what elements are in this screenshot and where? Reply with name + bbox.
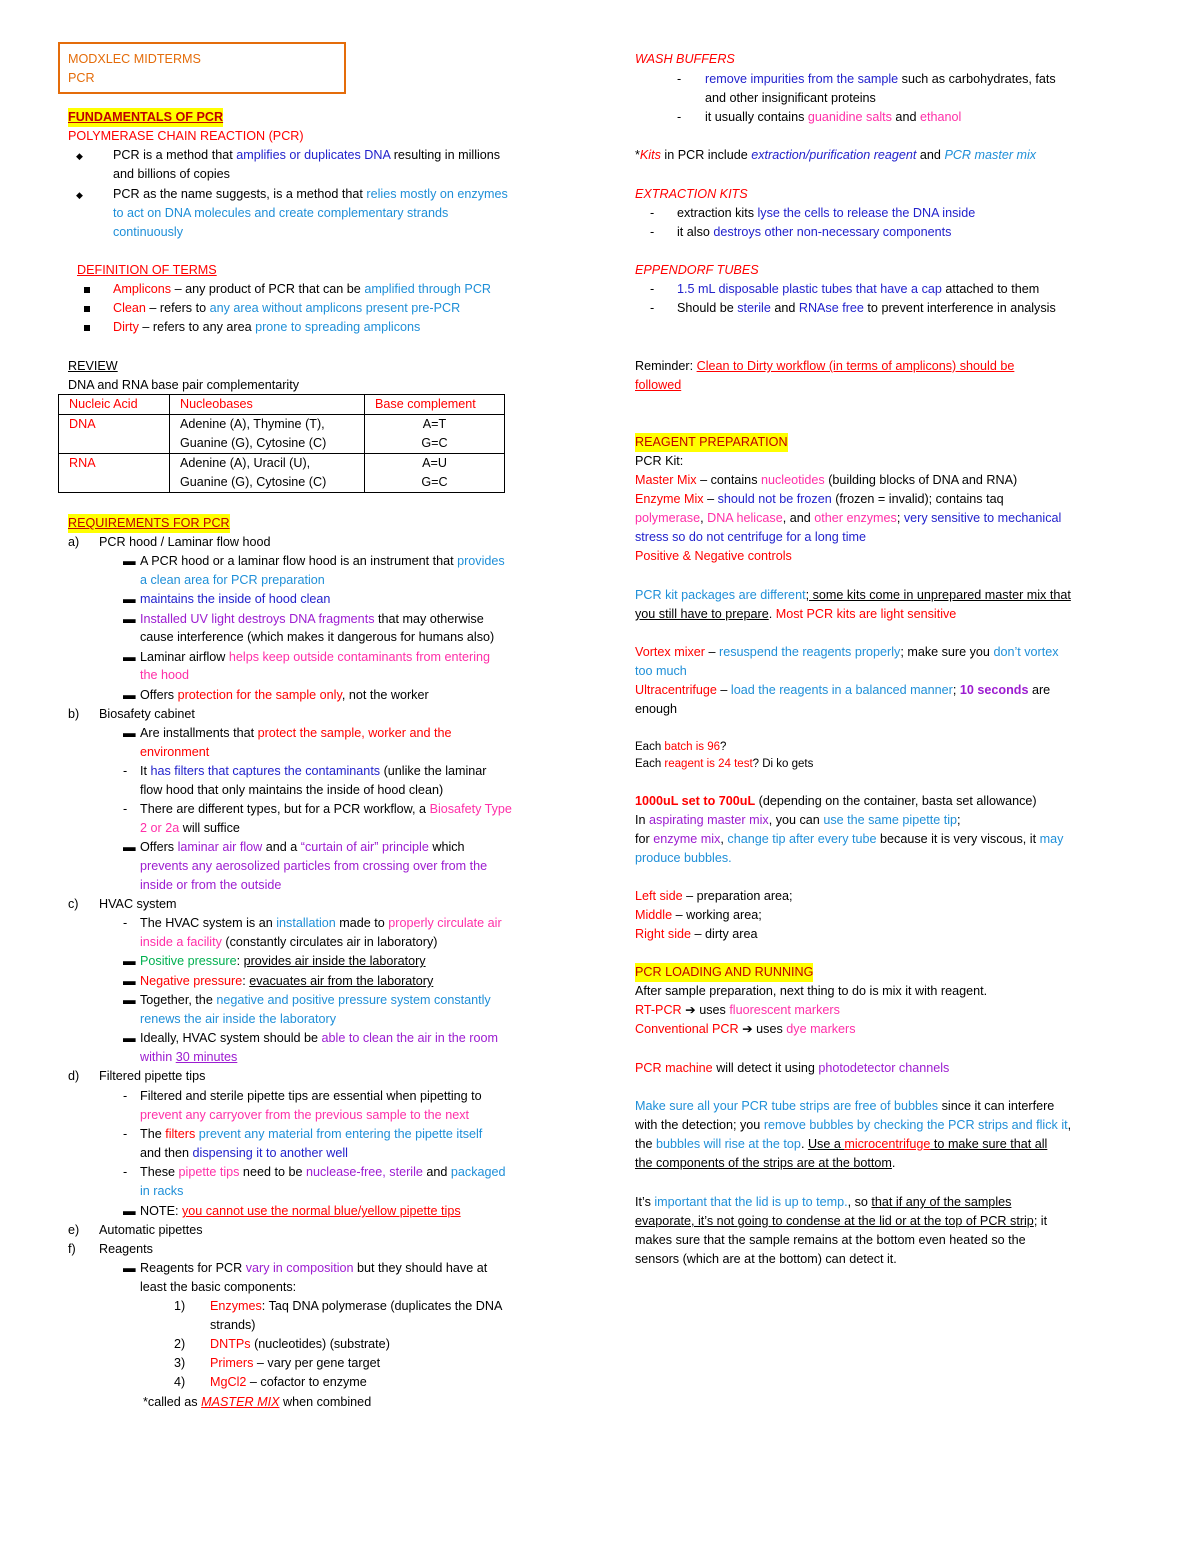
req-c-line: Positive pressure: provides air inside the laboratory <box>140 954 426 968</box>
req-d-line: Filtered and sterile pipette tips are essential when pipetting to <box>140 1089 482 1103</box>
loading-line: PCR machine will detect it using photodetector channels <box>635 1061 950 1075</box>
req-b-line: There are different types, but for a PCR workflow, a Biosafety Type <box>140 802 512 816</box>
req-d-line: prevent any carryover from the previous sample to the next <box>140 1108 469 1122</box>
reagent-line: produce bubbles. <box>635 851 732 865</box>
reagent-line: enough <box>635 702 678 716</box>
table-header: Nucleobases <box>170 395 365 415</box>
reagent-line: Ultracentrifuge – load the reagents in a balanced manner; 10 seconds are <box>635 683 1051 697</box>
req-e-title: Automatic pipettes <box>99 1223 203 1237</box>
reagent-line: Vortex mixer – resuspend the reagents properly; make sure you don’t vortex <box>635 645 1059 659</box>
eppendorf-line: Should be sterile and RNAse free to prevent interference in analysis <box>677 301 1056 315</box>
course-title: MODXLEC MIDTERMS <box>68 52 201 66</box>
dash-bullet: ▬ <box>123 726 136 740</box>
dash-bullet: ▬ <box>123 688 136 702</box>
reagent-line: Each reagent is 24 test? Di ko gets <box>635 758 814 770</box>
loading-line: Make sure all your PCR tube strips are free of bubbles since it can interfere <box>635 1099 1055 1113</box>
loading-line: evaporate, it’s not going to condense at the lid or at the top of PCR strip; it <box>635 1214 1048 1228</box>
terms-heading: DEFINITION OF TERMS <box>77 263 217 277</box>
loading-line: the bubbles will rise at the top. Use a microcentrifuge to make sure that all <box>635 1137 1048 1151</box>
req-c-line: Together, the negative and positive pressure system constantly <box>140 993 491 1007</box>
req-f-line: least the basic components: <box>140 1280 297 1294</box>
table-cell: A=U G=C <box>365 454 505 493</box>
square-bullet-icon <box>84 306 90 312</box>
req-c-line: inside a facility (constantly circulates air in laboratory) <box>140 935 438 949</box>
req-a-line: Laminar airflow helps keep outside contaminants from entering <box>140 650 491 664</box>
req-c-line: Negative pressure: evacuates air from the laboratory <box>140 974 434 988</box>
table-cell-rna: RNA <box>59 454 170 493</box>
table-header-row <box>59 395 505 415</box>
bullet-list-item <box>84 318 104 337</box>
reagent-line: Positive & Negative controls <box>635 549 792 563</box>
table-cell-dna: DNA <box>59 415 170 454</box>
dash-bullet: ▬ <box>123 554 136 568</box>
req-b-line: environment <box>140 745 210 759</box>
dash-bullet: - <box>650 206 655 220</box>
req-b-line: inside or from the outside <box>140 878 282 892</box>
loading-line: After sample preparation, next thing to do is mix it with reagent. <box>635 984 988 998</box>
fundamentals-bullet-2-end: continuously <box>113 225 184 239</box>
list-marker: c) <box>68 897 79 911</box>
dash-bullet: - <box>123 764 128 778</box>
req-f-title: Reagents <box>99 1242 153 1256</box>
term-clean: Clean – refers to any area without amplicons present pre-PCR <box>113 301 461 315</box>
req-a-line: maintains the inside of hood clean <box>140 592 331 606</box>
req-c-line: within 30 minutes <box>140 1050 238 1064</box>
reagent-line: 1000uL set to 700uL (depending on the container, basta set allowance) <box>635 794 1037 808</box>
table-header: Nucleic Acid <box>59 395 170 415</box>
list-marker: f) <box>68 1242 76 1256</box>
dash-bullet: - <box>677 110 682 124</box>
dash-bullet: ▬ <box>123 1261 136 1275</box>
master-mix-note: *called as MASTER MIX when combined <box>143 1395 372 1409</box>
reagent-line: too much <box>635 664 687 678</box>
term-dirty: Dirty – refers to any area prone to spreading amplicons <box>113 320 421 334</box>
kits-note: *Kits in PCR include extraction/purification reagent and PCR master mix <box>635 148 1037 162</box>
req-d-line: in racks <box>140 1184 184 1198</box>
wash-heading: WASH BUFFERS <box>635 52 735 66</box>
table-cell: A=T G=C <box>365 415 505 454</box>
fundamentals-bullet-1: PCR is a method that amplifies or duplicates DNA resulting in millions <box>113 148 501 162</box>
req-a-line: Offers protection for the sample only, not the worker <box>140 688 429 702</box>
reagent-line: PCR Kit: <box>635 454 684 468</box>
wash-line: remove impurities from the sample such as carbohydrates, fats <box>705 72 1056 86</box>
dash-bullet: ▬ <box>123 650 136 664</box>
dash-bullet: - <box>123 1165 128 1179</box>
extraction-line: extraction kits lyse the cells to release the DNA inside <box>677 206 976 220</box>
reagent-line: Master Mix – contains nucleotides (building blocks of DNA and RNA) <box>635 473 1018 487</box>
dash-bullet: - <box>677 72 682 86</box>
dash-bullet: ▬ <box>123 974 136 988</box>
req-a-line: cause interference (which makes it dangerous for humans also) <box>140 630 495 644</box>
reagent-line: In aspirating master mix, you can use the same pipette tip; <box>635 813 961 827</box>
list-marker: b) <box>68 707 80 721</box>
reagent-item: MgCl2 – cofactor to enzyme <box>210 1375 367 1389</box>
req-b-line: Are installments that protect the sample, worker and the <box>140 726 452 740</box>
reagent-item: Enzymes: Taq DNA polymerase (duplicates the DNA <box>210 1299 503 1313</box>
wash-line: it usually contains guanidine salts and ethanol <box>705 110 962 124</box>
table-cell: Adenine (A), Uracil (U), Guanine (G), Cytosine (C) <box>170 454 365 493</box>
req-a-line: the hood <box>140 668 190 682</box>
list-marker: 3) <box>174 1356 186 1370</box>
reagent-item: DNTPs (nucleotides) (substrate) <box>210 1337 390 1351</box>
list-marker: 2) <box>174 1337 186 1351</box>
extraction-line: it also destroys other non-necessary components <box>677 225 952 239</box>
bullet-list-item <box>76 146 97 166</box>
req-d-title: Filtered pipette tips <box>99 1069 206 1083</box>
req-c-title: HVAC system <box>99 897 177 911</box>
base-pair-table <box>58 394 505 493</box>
req-b-line: 2 or 2a will suffice <box>140 821 240 835</box>
diamond-bullet-icon: ◆ <box>76 190 83 200</box>
review-heading: REVIEW <box>68 359 118 373</box>
fundamentals-bullet-2-cont: to act on DNA molecules and create complementary strands <box>113 206 449 220</box>
reagent-item: strands) <box>210 1318 256 1332</box>
term-amplicons: Amplicons – any product of PCR that can be amplified through PCR <box>113 282 492 296</box>
dash-bullet: - <box>650 282 655 296</box>
dash-bullet: - <box>123 1127 128 1141</box>
table-header: Base complement <box>365 395 505 415</box>
req-a-line: a clean area for PCR preparation <box>140 573 325 587</box>
list-marker: e) <box>68 1223 80 1237</box>
req-f-line: Reagents for PCR vary in composition but they should have at <box>140 1261 488 1275</box>
req-b-title: Biosafety cabinet <box>99 707 195 721</box>
req-d-line: NOTE: you cannot use the normal blue/yellow pipette tips <box>140 1204 461 1218</box>
loading-line: RT-PCR ➔ uses fluorescent markers <box>635 1003 840 1017</box>
dash-bullet: ▬ <box>123 840 136 854</box>
reagent-line: PCR kit packages are different; some kits come in unprepared master mix that <box>635 588 1071 602</box>
square-bullet-icon <box>84 325 90 331</box>
requirements-heading: REQUIREMENTS FOR PCR <box>68 514 230 533</box>
reagent-item: Primers – vary per gene target <box>210 1356 381 1370</box>
list-marker: a) <box>68 535 80 549</box>
reagent-line: Right side – dirty area <box>635 927 758 941</box>
req-d-line: The filters prevent any material from entering the pipette itself <box>140 1127 483 1141</box>
fundamentals-heading: FUNDAMENTALS OF PCR <box>68 108 223 127</box>
review-caption: DNA and RNA base pair complementarity <box>68 378 299 392</box>
pcr-subheading: POLYMERASE CHAIN REACTION (PCR) <box>68 129 304 143</box>
list-marker: 1) <box>174 1299 186 1313</box>
dash-bullet: ▬ <box>123 1204 136 1218</box>
table-row <box>59 454 505 493</box>
loading-heading: PCR LOADING AND RUNNING <box>635 963 813 982</box>
req-a-line: A PCR hood or a laminar flow hood is an instrument that provides <box>140 554 505 568</box>
table-cell: Adenine (A), Thymine (T), Guanine (G), Cytosine (C) <box>170 415 365 454</box>
topic-title: PCR <box>68 71 95 85</box>
req-a-title: PCR hood / Laminar flow hood <box>99 535 271 549</box>
req-b-line: It has filters that captures the contaminants (unlike the laminar <box>140 764 487 778</box>
dash-bullet: ▬ <box>123 612 136 626</box>
reagent-line: Each batch is 96? <box>635 741 727 753</box>
table-row <box>59 415 505 454</box>
bullet-list-item <box>76 185 97 205</box>
dash-bullet: - <box>123 1089 128 1103</box>
req-d-line: These pipette tips need to be nuclease-free, sterile and packaged <box>140 1165 506 1179</box>
dash-bullet: - <box>650 301 655 315</box>
req-d-line: and then dispensing it to another well <box>140 1146 348 1160</box>
reagent-line: for enzyme mix, change tip after every tube because it is very viscous, it may <box>635 832 1064 846</box>
dash-bullet: - <box>650 225 655 239</box>
reagent-heading: REAGENT PREPARATION <box>635 433 788 452</box>
reminder-line: followed <box>635 378 682 392</box>
dash-bullet: ▬ <box>123 993 136 1007</box>
reagent-line: polymerase, DNA helicase, and other enzymes; very sensitive to mechanical <box>635 511 1062 525</box>
req-c-line: Ideally, HVAC system should be able to clean the air in the room <box>140 1031 498 1045</box>
loading-line: the components of the strips are at the bottom. <box>635 1156 896 1170</box>
list-marker: 4) <box>174 1375 186 1389</box>
req-b-line: flow hood that only maintains the inside of hood clean) <box>140 783 444 797</box>
req-c-line: renews the air inside the laboratory <box>140 1012 337 1026</box>
reagent-line: stress so do not centrifuge for a long time <box>635 530 867 544</box>
list-marker: d) <box>68 1069 80 1083</box>
loading-line: It’s important that the lid is up to temp., so that if any of the samples <box>635 1195 1012 1209</box>
loading-line: with the detection; you remove bubbles by checking the PCR strips and flick it, <box>635 1118 1072 1132</box>
reagent-line: you still have to prepare. Most PCR kits are light sensitive <box>635 607 957 621</box>
fundamentals-bullet-2: PCR as the name suggests, is a method that relies mostly on enzymes <box>113 187 508 201</box>
dash-bullet: ▬ <box>123 954 136 968</box>
reminder-line: Reminder: Clean to Dirty workflow (in terms of amplicons) should be <box>635 359 1015 373</box>
req-b-line: prevents any aerosolized particles from crossing over from the <box>140 859 488 873</box>
dash-bullet: ▬ <box>123 1031 136 1045</box>
eppendorf-heading: EPPENDORF TUBES <box>635 263 759 277</box>
req-c-line: The HVAC system is an installation made to properly circulate air <box>140 916 502 930</box>
reagent-line: Left side – preparation area; <box>635 889 793 903</box>
wash-line: and other insignificant proteins <box>705 91 876 105</box>
dash-bullet: - <box>123 802 128 816</box>
dash-bullet: ▬ <box>123 592 136 606</box>
extraction-heading: EXTRACTION KITS <box>635 187 748 201</box>
diamond-bullet-icon: ◆ <box>76 151 83 161</box>
req-b-line: Offers laminar air flow and a “curtain of air” principle which <box>140 840 465 854</box>
bullet-list-item <box>84 280 104 299</box>
bullet-list-item <box>84 299 104 318</box>
loading-line: sensors (which are at the bottom) can detect it. <box>635 1252 897 1266</box>
dash-bullet: - <box>123 916 128 930</box>
loading-line: Conventional PCR ➔ uses dye markers <box>635 1022 856 1036</box>
eppendorf-line: 1.5 mL disposable plastic tubes that have a cap attached to them <box>677 282 1040 296</box>
reagent-line: Middle – working area; <box>635 908 762 922</box>
reagent-line: Enzyme Mix – should not be frozen (frozen = invalid); contains taq <box>635 492 1004 506</box>
req-a-line: Installed UV light destroys DNA fragments that may otherwise <box>140 612 484 626</box>
fundamentals-bullet-1-cont: and billions of copies <box>113 167 230 181</box>
loading-line: makes sure that the sample remains at the bottom even heated so the <box>635 1233 1026 1247</box>
square-bullet-icon <box>84 287 90 293</box>
